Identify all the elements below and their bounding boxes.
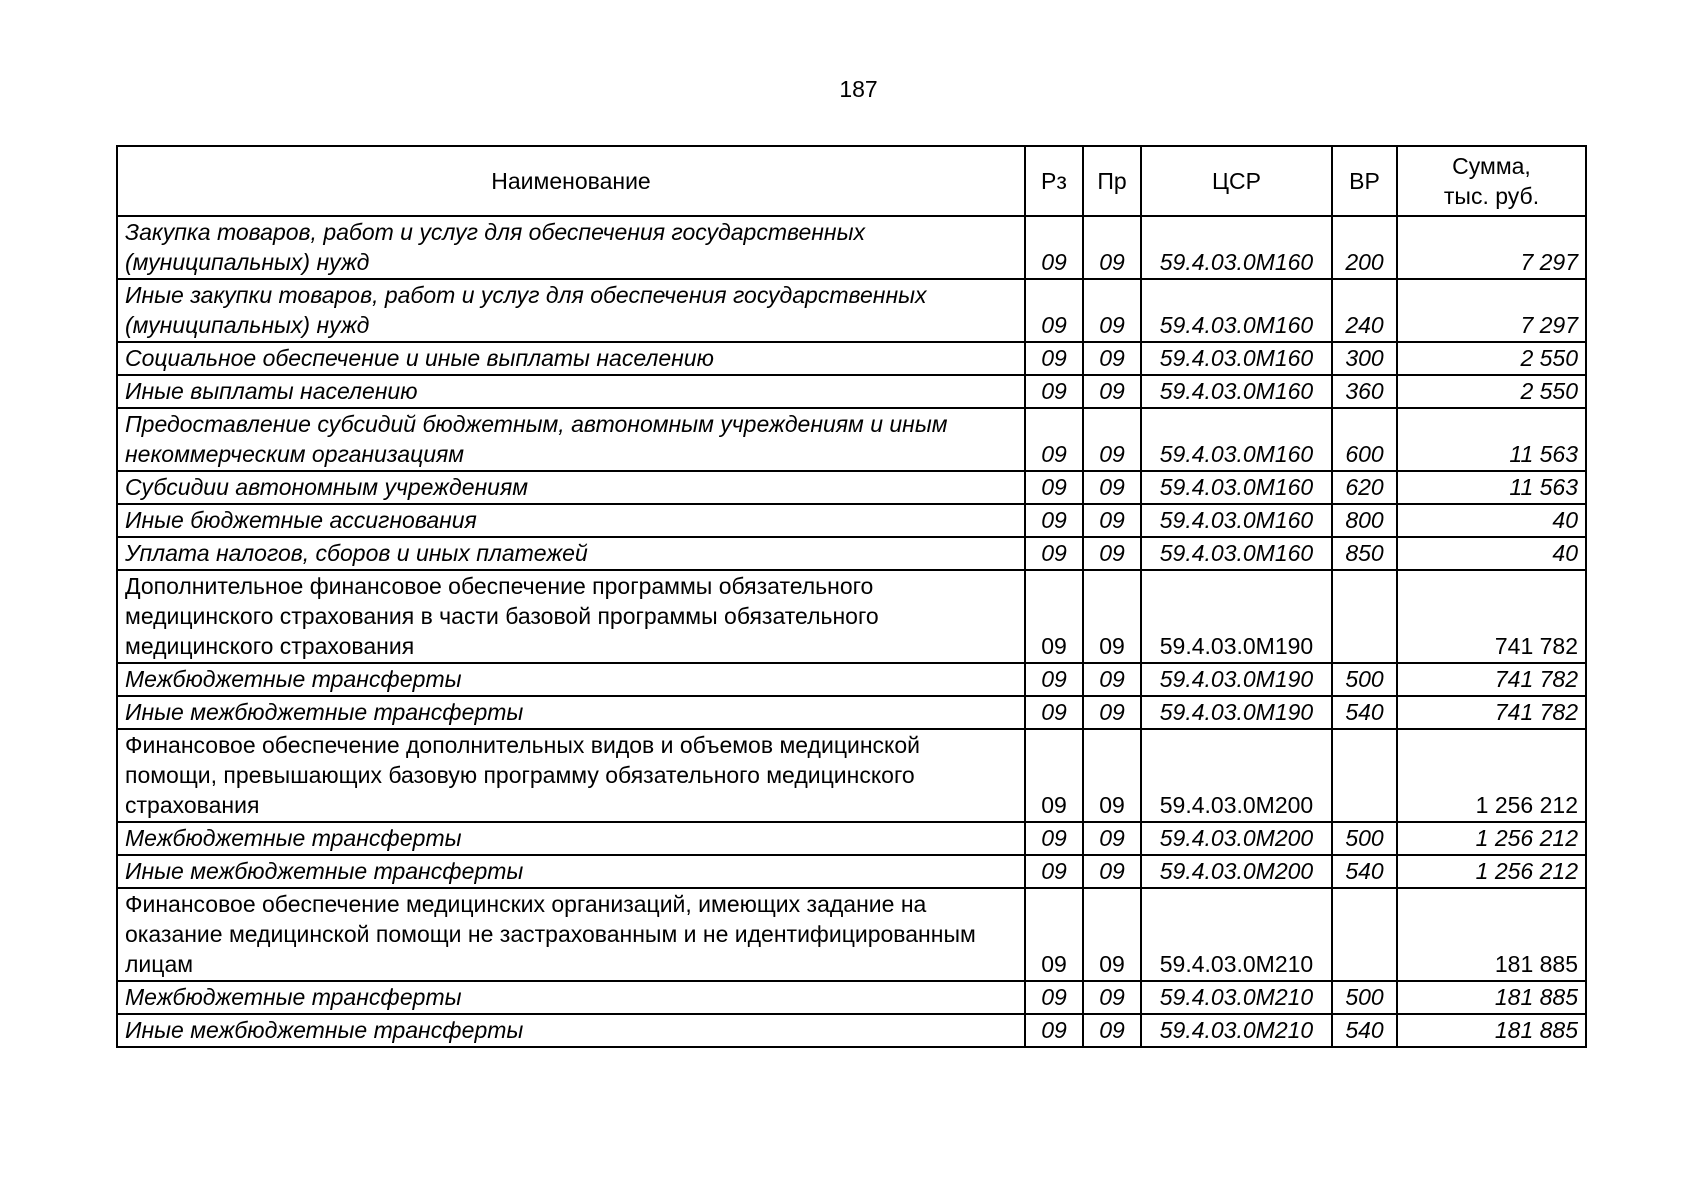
- row-sum: 2 550: [1397, 342, 1586, 375]
- row-pr: 09: [1083, 504, 1141, 537]
- row-name: Уплата налогов, сборов и иных платежей: [117, 537, 1025, 570]
- row-vr: 540: [1332, 696, 1397, 729]
- row-csr: 59.4.03.0М200: [1141, 855, 1332, 888]
- header-vr: ВР: [1332, 146, 1397, 216]
- row-vr: 620: [1332, 471, 1397, 504]
- row-sum: 1 256 212: [1397, 855, 1586, 888]
- row-csr: 59.4.03.0М160: [1141, 279, 1332, 342]
- row-pr: 09: [1083, 570, 1141, 663]
- header-sum-line1: Сумма,: [1452, 153, 1531, 179]
- row-rz: 09: [1025, 537, 1083, 570]
- header-name: Наименование: [117, 146, 1025, 216]
- row-name: Иные закупки товаров, работ и услуг для обеспечения государственных (муниципальных) нужд: [117, 279, 1025, 342]
- row-sum: 1 256 212: [1397, 729, 1586, 822]
- row-rz: 09: [1025, 216, 1083, 279]
- row-vr: 300: [1332, 342, 1397, 375]
- row-rz: 09: [1025, 279, 1083, 342]
- row-rz: 09: [1025, 696, 1083, 729]
- table-row: [117, 729, 1586, 822]
- row-csr: 59.4.03.0М190: [1141, 663, 1332, 696]
- table-row: [117, 696, 1586, 729]
- row-vr: 540: [1332, 1014, 1397, 1047]
- table-row: [117, 570, 1586, 663]
- row-sum: 2 550: [1397, 375, 1586, 408]
- row-name: Предоставление субсидий бюджетным, автономным учреждениям и иным некоммерческим организациям: [117, 408, 1025, 471]
- row-name: Межбюджетные трансферты: [117, 822, 1025, 855]
- row-csr: 59.4.03.0М200: [1141, 729, 1332, 822]
- row-name: Закупка товаров, работ и услуг для обеспечения государственных (муниципальных) нужд: [117, 216, 1025, 279]
- row-pr: 09: [1083, 888, 1141, 981]
- row-pr: 09: [1083, 216, 1141, 279]
- row-pr: 09: [1083, 471, 1141, 504]
- row-vr: 500: [1332, 981, 1397, 1014]
- row-rz: 09: [1025, 981, 1083, 1014]
- row-pr: 09: [1083, 408, 1141, 471]
- row-pr: 09: [1083, 375, 1141, 408]
- row-vr: [1332, 888, 1397, 981]
- row-rz: 09: [1025, 408, 1083, 471]
- row-csr: 59.4.03.0М210: [1141, 1014, 1332, 1047]
- row-vr: [1332, 729, 1397, 822]
- table-row: [117, 855, 1586, 888]
- table-row: [117, 342, 1586, 375]
- table-row: [117, 471, 1586, 504]
- row-vr: [1332, 570, 1397, 663]
- row-name: Иные межбюджетные трансферты: [117, 1014, 1025, 1047]
- row-pr: 09: [1083, 537, 1141, 570]
- row-csr: 59.4.03.0М210: [1141, 981, 1332, 1014]
- header-sum-line2: тыс. руб.: [1443, 183, 1540, 209]
- row-pr: 09: [1083, 663, 1141, 696]
- row-rz: 09: [1025, 855, 1083, 888]
- row-sum: 40: [1397, 537, 1586, 570]
- row-sum: 1 256 212: [1397, 822, 1586, 855]
- header-pr: Пр: [1083, 146, 1141, 216]
- row-name: Финансовое обеспечение дополнительных видов и объемов медицинской помощи, превышающих базовую программу обязательного медицинского страхования: [117, 729, 1025, 822]
- row-rz: 09: [1025, 471, 1083, 504]
- row-name: Иные межбюджетные трансферты: [117, 696, 1025, 729]
- row-csr: 59.4.03.0М160: [1141, 216, 1332, 279]
- row-csr: 59.4.03.0М210: [1141, 888, 1332, 981]
- table-row: [117, 408, 1586, 471]
- table-row: [117, 981, 1586, 1014]
- row-pr: 09: [1083, 729, 1141, 822]
- row-csr: 59.4.03.0М160: [1141, 375, 1332, 408]
- row-vr: 540: [1332, 855, 1397, 888]
- table-row: [117, 663, 1586, 696]
- row-vr: 200: [1332, 216, 1397, 279]
- row-sum: 741 782: [1397, 663, 1586, 696]
- table-row: [117, 375, 1586, 408]
- header-rz: Рз: [1025, 146, 1083, 216]
- row-sum: 11 563: [1397, 471, 1586, 504]
- row-sum: 181 885: [1397, 888, 1586, 981]
- row-name: Финансовое обеспечение медицинских организаций, имеющих задание на оказание медицинской помощи не застрахованным и не идентифицированным лицам: [117, 888, 1025, 981]
- row-rz: 09: [1025, 729, 1083, 822]
- budget-table: [116, 145, 1587, 1048]
- row-rz: 09: [1025, 888, 1083, 981]
- page-number: 187: [839, 76, 878, 102]
- row-pr: 09: [1083, 279, 1141, 342]
- header-csr: ЦСР: [1141, 146, 1332, 216]
- row-pr: 09: [1083, 822, 1141, 855]
- row-sum: 741 782: [1397, 696, 1586, 729]
- row-csr: 59.4.03.0М160: [1141, 471, 1332, 504]
- header-sum: [1397, 146, 1586, 216]
- row-rz: 09: [1025, 504, 1083, 537]
- table-row: [117, 279, 1586, 342]
- row-vr: 500: [1332, 663, 1397, 696]
- table-row: [117, 216, 1586, 279]
- row-vr: 800: [1332, 504, 1397, 537]
- table-row: [117, 504, 1586, 537]
- row-name: Социальное обеспечение и иные выплаты населению: [117, 342, 1025, 375]
- row-sum: 7 297: [1397, 279, 1586, 342]
- row-pr: 09: [1083, 855, 1141, 888]
- row-name: Дополнительное финансовое обеспечение программы обязательного медицинского страхования в части базовой программы обязательного медицинского страхования: [117, 570, 1025, 663]
- row-csr: 59.4.03.0М190: [1141, 570, 1332, 663]
- table-row: [117, 1014, 1586, 1047]
- row-rz: 09: [1025, 570, 1083, 663]
- row-name: Межбюджетные трансферты: [117, 663, 1025, 696]
- row-csr: 59.4.03.0М160: [1141, 504, 1332, 537]
- table-row: [117, 888, 1586, 981]
- row-sum: 7 297: [1397, 216, 1586, 279]
- row-vr: 240: [1332, 279, 1397, 342]
- row-rz: 09: [1025, 375, 1083, 408]
- row-name: Иные межбюджетные трансферты: [117, 855, 1025, 888]
- row-sum: 741 782: [1397, 570, 1586, 663]
- row-vr: 850: [1332, 537, 1397, 570]
- row-rz: 09: [1025, 663, 1083, 696]
- row-name: Иные выплаты населению: [117, 375, 1025, 408]
- row-name: Иные бюджетные ассигнования: [117, 504, 1025, 537]
- row-rz: 09: [1025, 1014, 1083, 1047]
- row-sum: 181 885: [1397, 981, 1586, 1014]
- row-csr: 59.4.03.0М160: [1141, 342, 1332, 375]
- table-row: [117, 537, 1586, 570]
- row-csr: 59.4.03.0М160: [1141, 408, 1332, 471]
- row-sum: 181 885: [1397, 1014, 1586, 1047]
- row-pr: 09: [1083, 342, 1141, 375]
- row-csr: 59.4.03.0М190: [1141, 696, 1332, 729]
- row-vr: 360: [1332, 375, 1397, 408]
- row-sum: 11 563: [1397, 408, 1586, 471]
- row-rz: 09: [1025, 342, 1083, 375]
- row-name: Межбюджетные трансферты: [117, 981, 1025, 1014]
- row-csr: 59.4.03.0М200: [1141, 822, 1332, 855]
- row-pr: 09: [1083, 1014, 1141, 1047]
- table-header-row: [117, 146, 1586, 216]
- row-csr: 59.4.03.0М160: [1141, 537, 1332, 570]
- row-vr: 500: [1332, 822, 1397, 855]
- row-vr: 600: [1332, 408, 1397, 471]
- table-body: [117, 216, 1586, 1047]
- row-sum: 40: [1397, 504, 1586, 537]
- row-pr: 09: [1083, 696, 1141, 729]
- table-row: [117, 822, 1586, 855]
- row-name: Субсидии автономным учреждениям: [117, 471, 1025, 504]
- row-pr: 09: [1083, 981, 1141, 1014]
- row-rz: 09: [1025, 822, 1083, 855]
